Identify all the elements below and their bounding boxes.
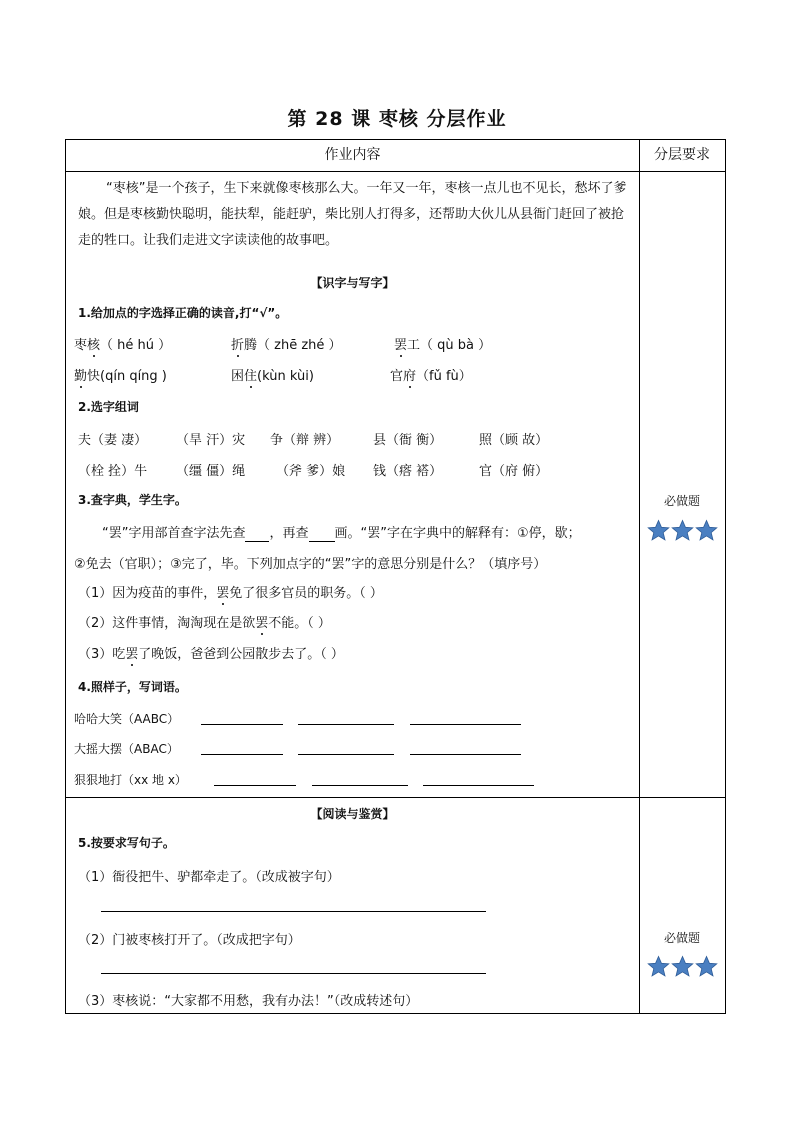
dotted-char: 住	[244, 365, 257, 384]
stroke-count-blank[interactable]	[309, 526, 335, 542]
instruction-text: ，再查	[269, 526, 309, 541]
question-4-title: 4.照样子，写词语。	[78, 680, 187, 694]
rewrite-sentence-2: （2）门被枣核打开了。（改成把字句）	[78, 933, 301, 948]
answer-line[interactable]	[298, 724, 394, 725]
dictionary-meanings: ②免去（官职）；③完了，毕。下列加点字的“罢”字的意思分别是什么？（填序号）	[74, 557, 547, 572]
intro-paragraph: “枣核”是一个孩子，生下来就像枣核那么大。一年又一年，枣核一点儿也不见长，愁坏了爹娘。但是枣核勤快聪明，能扶犁，能赶驴，柴比别人打得多，还帮助大伙儿从县衙门赶回了被抢走的牲口。让我们走进文字读读他的故事吧。	[78, 181, 627, 248]
question-2-title: 2.选字组词	[78, 400, 139, 414]
page-title: 第 28 课 枣核 分层作业	[287, 108, 507, 130]
radical-blank[interactable]	[245, 526, 269, 542]
word-choice: 官（府 俯）	[479, 464, 549, 479]
requirement-label: 必做题	[663, 931, 700, 945]
dotted-char: 罢	[125, 643, 138, 662]
star-icon	[695, 519, 718, 542]
dotted-char: 勤	[74, 365, 87, 384]
pinyin-item-4	[74, 365, 167, 384]
meaning-sentence-3	[78, 643, 344, 662]
pinyin-item-5	[231, 365, 314, 384]
dictionary-instruction	[102, 522, 581, 542]
pinyin-item-3	[394, 334, 491, 353]
star-icon	[647, 519, 670, 542]
word-choice: 钱（瘩 褡）	[373, 464, 443, 479]
pattern-label: 大摇大摆（ABAC）	[74, 742, 179, 756]
pinyin-item-6	[390, 365, 472, 384]
meaning-sentence-1	[78, 582, 383, 601]
answer-line[interactable]	[201, 754, 283, 755]
meaning-sentence-2	[78, 612, 331, 631]
answer-line[interactable]	[214, 785, 296, 786]
question-5-title: 5.按要求写句子。	[78, 836, 175, 850]
column-divider	[639, 140, 640, 1013]
section-title-literacy: 【识字与写字】	[310, 276, 395, 290]
word-choice: （缰 僵）绳	[176, 464, 246, 479]
answer-line[interactable]	[101, 973, 486, 974]
header-divider	[66, 171, 725, 172]
pinyin-item-1	[74, 334, 171, 353]
pinyin-options: 工（ qù bà ）	[407, 338, 492, 353]
question-1-title: 1.给加点的字选择正确的读音,打“√”。	[78, 306, 288, 320]
column-header-requirement: 分层要求	[654, 147, 710, 163]
word-choice: 夫（妻 凄）	[78, 433, 148, 448]
sentence-text: 免了很多官员的职务。（ ）	[229, 586, 383, 601]
word-choice: 县（衙 衡）	[373, 433, 443, 448]
dotted-char: 府	[403, 365, 416, 384]
pinyin-item-text: 官	[390, 369, 404, 384]
pattern-label: 哈哈大笑（AABC）	[74, 712, 180, 726]
pinyin-item-text: 枣	[74, 338, 88, 353]
word-choice: 争（辩 辨）	[270, 433, 340, 448]
answer-line[interactable]	[312, 785, 408, 786]
pinyin-options: (kùn kùi)	[257, 369, 314, 384]
pinyin-options: （ hé hú ）	[100, 338, 172, 353]
pinyin-options: 腾（ zhē zhé ）	[244, 338, 342, 353]
rewrite-sentence-3: （3）枣核说：“大家都不用愁，我有办法！”（改成转述句）	[78, 994, 419, 1009]
instruction-text: 画。“罢”字在字典中的解释有：①停，歇；	[334, 526, 581, 541]
answer-line[interactable]	[298, 754, 394, 755]
star-icon	[671, 519, 694, 542]
dotted-char: 罢	[394, 334, 407, 353]
answer-line[interactable]	[410, 754, 521, 755]
answer-line[interactable]	[101, 911, 486, 912]
answer-line[interactable]	[410, 724, 521, 725]
answer-line[interactable]	[201, 724, 283, 725]
column-header-content: 作业内容	[324, 147, 381, 163]
homework-table	[65, 139, 726, 1014]
pattern-label: 狠狠地打（xx 地 x）	[74, 773, 187, 787]
star-icon	[671, 955, 694, 978]
rating-stars	[639, 519, 725, 542]
requirement-label: 必做题	[663, 494, 700, 508]
word-choice: （旱 汗）灾	[176, 433, 246, 448]
rewrite-sentence-1: （1）衙役把牛、驴都牵走了。（改成被字句）	[78, 870, 340, 885]
sentence-text: （3）吃	[78, 647, 126, 662]
section-title-reading: 【阅读与鉴赏】	[310, 807, 395, 821]
instruction-text: “罢”字用部首查字法先查	[102, 526, 246, 541]
word-choice: （栓 拴）牛	[78, 464, 148, 479]
answer-line[interactable]	[423, 785, 534, 786]
dotted-char: 罢	[216, 582, 229, 601]
row-divider	[66, 797, 725, 798]
star-icon	[647, 955, 670, 978]
question-3-title: 3.查字典，学生字。	[78, 493, 187, 507]
pinyin-options: 快(qín qíng )	[87, 369, 167, 384]
pinyin-item-text: 困	[231, 369, 245, 384]
pinyin-item-2	[231, 334, 342, 353]
sentence-text: 了晚饭，爸爸到公园散步去了。（ ）	[138, 647, 344, 662]
sentence-text: 不能。（ ）	[268, 616, 331, 631]
dotted-char: 核	[87, 334, 100, 353]
pinyin-options: （fǔ fù）	[416, 369, 472, 384]
star-icon	[695, 955, 718, 978]
word-choice: 照（顾 故）	[479, 433, 549, 448]
dotted-char: 罢	[255, 612, 268, 631]
dotted-char: 折	[231, 334, 244, 353]
sentence-text: （2）这件事情，淘淘现在是欲	[78, 616, 256, 631]
sentence-text: （1）因为疫苗的事件，	[78, 586, 217, 601]
rating-stars	[639, 955, 725, 978]
word-choice: （斧 爹）娘	[276, 464, 346, 479]
